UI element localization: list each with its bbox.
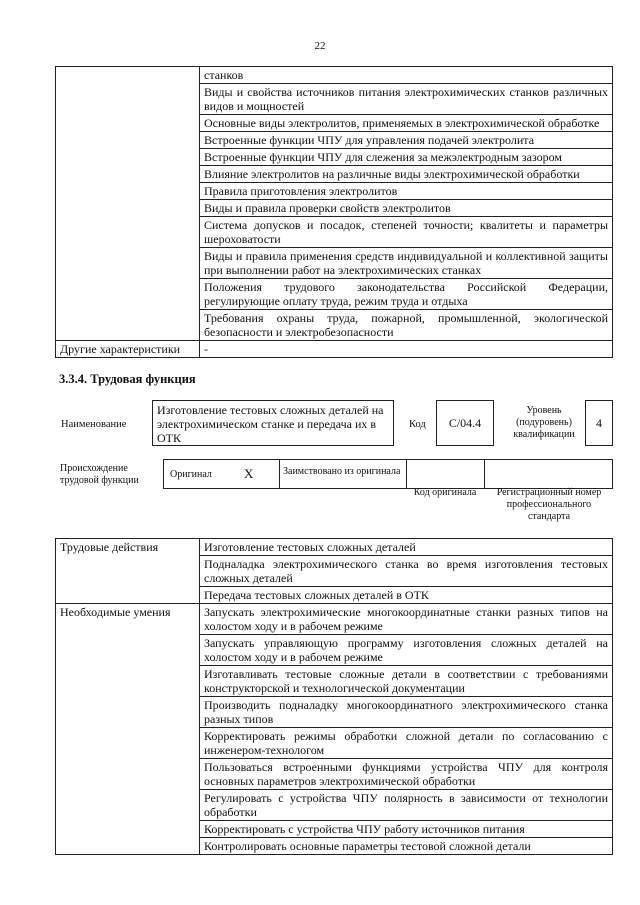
row-label: Другие характеристики (56, 341, 200, 358)
reg-caption: Регистрационный номер профессионального стандарта (496, 487, 602, 522)
row-item: Система допусков и посадок, степеней точности; квалитеты и параметры шероховатости (200, 217, 613, 248)
row-item: Правила приготовления электролитов (200, 183, 613, 200)
row-item: Виды и свойства источников питания электрохимических станков различных видов и мощностей (200, 84, 613, 115)
row-item: Виды и правила применения средств индивидуальной и коллективной защиты при выполнении работ на электрохимических станках (200, 248, 613, 279)
row-item: Изготовление тестовых сложных деталей (200, 539, 613, 556)
row-item: Корректировать режимы обработки сложной детали по согласованию с инженером-технологом (200, 728, 613, 759)
origin-original-box (163, 459, 280, 489)
row-item: - (200, 341, 613, 358)
row-item: Положения трудового законодательства Российской Федерации, регулирующие оплату труда, режим труда и отдыха (200, 279, 613, 310)
section-heading: 3.3.4. Трудовая функция (59, 372, 196, 386)
page-number: 22 (314, 40, 326, 52)
row-item: Требования охраны труда, пожарной, промышленной, экологической безопасности и электробезопасности (200, 310, 613, 341)
row-item: Влияние электролитов на различные виды электрохимической обработки (200, 166, 613, 183)
function-code: C/04.4 (448, 415, 482, 430)
row-label (56, 67, 200, 341)
original-mark: X (244, 466, 254, 481)
row-item: Запускать управляющую программу изготовления сложных деталей на холостом ходу и в рабочем режиме (200, 635, 613, 666)
row-item: Производить подналадку многокоординатного электрохимического станка разных типов (200, 697, 613, 728)
table-row (56, 539, 613, 556)
row-item: Встроенные функции ЧПУ для управления подачей электролита (200, 132, 613, 149)
row-item: Контролировать основные параметры тестовой сложной детали (200, 838, 613, 855)
level-value: 4 (596, 415, 602, 430)
row-label: Необходимые умения (56, 604, 200, 855)
original-label: Оригинал (170, 469, 212, 480)
original-code-box (406, 459, 485, 489)
origin-label: Происхождение трудовой функции (60, 463, 139, 486)
table-row (56, 67, 613, 84)
table-row (56, 604, 613, 635)
name-label: Наименование (61, 419, 127, 430)
table-row (56, 341, 613, 358)
origin-borrowed-box (279, 459, 407, 489)
code-caption: Код оригинала (413, 487, 477, 498)
code-label: Код (409, 419, 426, 430)
reg-number-box (484, 459, 613, 489)
function-code-box (436, 400, 494, 446)
row-item: Встроенные функции ЧПУ для слежения за межэлектродным зазором (200, 149, 613, 166)
row-label: Трудовые действия (56, 539, 200, 604)
row-item: Корректировать с устройства ЧПУ работу источников питания (200, 821, 613, 838)
level-label: Уровень (подуровень) квалификации (513, 405, 575, 440)
row-item: Регулировать с устройства ЧПУ полярность в зависимости от технологии обработки (200, 790, 613, 821)
actions-skills-table (55, 538, 613, 855)
function-name-box (152, 400, 394, 446)
borrowed-label: Заимствовано из оригинала (283, 466, 401, 477)
row-item: Запускать электрохимические многокоординатные станки разных типов на холостом ходу и в рабочем режиме (200, 604, 613, 635)
row-item: Виды и правила проверки свойств электролитов (200, 200, 613, 217)
knowledge-table (55, 66, 613, 358)
row-item: Подналадка электрохимического станка во время изготовления тестовых сложных деталей (200, 556, 613, 587)
function-name: Изготовление тестовых сложных деталей на электрохимическом станке и передача их в ОТК (157, 403, 384, 445)
row-item: Пользоваться встроенными функциями устройства ЧПУ для контроля основных параметров электрохимической обработки (200, 759, 613, 790)
row-item: Изготавливать тестовые сложные детали в соответствии с требованиями конструкторской и технологической документации (200, 666, 613, 697)
row-item: Передача тестовых сложных деталей в ОТК (200, 587, 613, 604)
row-item: Основные виды электролитов, применяемых в электрохимической обработке (200, 115, 613, 132)
level-box (585, 400, 613, 446)
row-item: станков (200, 67, 613, 84)
